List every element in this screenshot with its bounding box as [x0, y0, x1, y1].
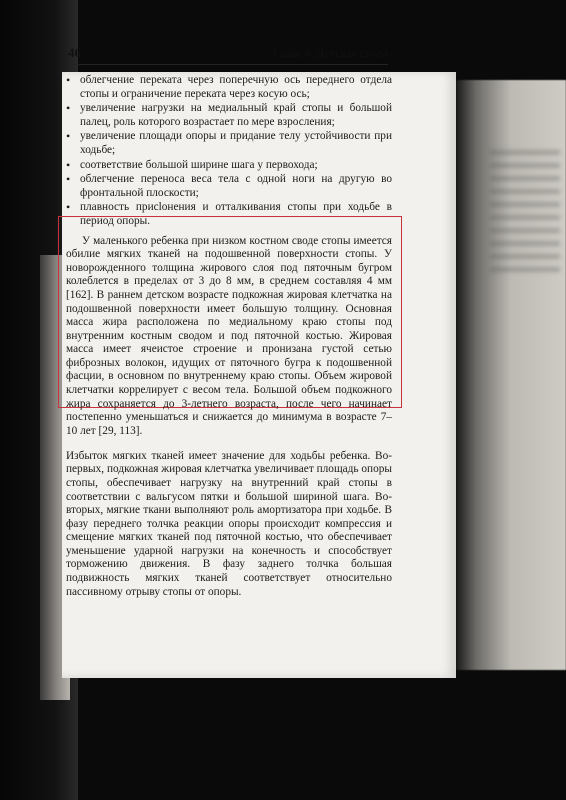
list-item: • соответствие большой ширине шага у первохода; [66, 159, 392, 173]
bullet-list [66, 74, 392, 229]
running-header [66, 44, 388, 65]
chapter-title: Глава 4. Детская стопа [272, 46, 388, 60]
list-item: • увеличение площади опоры и придание телу устойчивости при ходьбе; [66, 130, 392, 157]
list-item: • плавность присloнения и отталкивания стопы при ходьбе в период опоры. [66, 201, 392, 228]
continuation-paragraph: Избыток мягких тканей имеет значение для ходьбы ребенка. Во-первых, подкожная жировая клетчатка увеличивает площадь опоры стопы, обеспечивает нагрузку на внутренний край стопы в соответствии с вальгусом пятки и большой шириной шага. Во-вторых, мягкие ткани выполняют роль амортизатора при ходьбе. В фазу переднего толчка реакции опоры происходит компрессия и смещение мягких тканей под пяточной костью, что обеспечивает уменьшение ударной нагрузки на конечность и способствует торможению движения. В фазу заднего толчка большая подвижность мягких тканей соответствует относительно пассивному отрыву стопы от опоры. [66, 449, 392, 598]
page-body [66, 74, 392, 611]
highlighted-paragraph: У маленького ребенка при низком костном своде стопы имеется обилие мягких тканей на подошвенной поверхности стопы. У новорожденного толщина жирового слоя под пяточным бугром колеблется в пределах от 3 до 8 мм, в среднем составляя 4 мм [162]. В раннем детском возрасте подкожная жировая клетчатка на подошвенной поверхности имеет большую толщину. Основная масса жира расположена по медиальному краю стопы под внутренним костным сводом и под пяточной костью. Жировая масса имеет ячеистое строение и пронизана густой сетью фиброзных волокон, идущих от пяточного бугра к подошвенной фасции, в основном по внутреннему краю стопы. Объем жировой клетчатки коррелирует с весом тела. Большой объем подкожного жира сохраняется до 3-летнего возраста, после чего начинает постепенно уменьшаться и снижается до минимума в возрасте 7–10 лет [29, 113]. [66, 234, 392, 437]
right-page-blurred-text [490, 150, 560, 280]
list-item: • облегчение переката через поперечную ось переднего отдела стопы и ограничение переката через косую ось; [66, 74, 392, 101]
list-item: • облегчение переноса веса тела с одной ноги на другую во фронтальной плоскости; [66, 173, 392, 200]
page-number: 46 [68, 45, 81, 60]
list-item: • увеличение нагрузки на медиальный край стопы и большой палец, роль которого возрастает по мере взросления; [66, 102, 392, 129]
